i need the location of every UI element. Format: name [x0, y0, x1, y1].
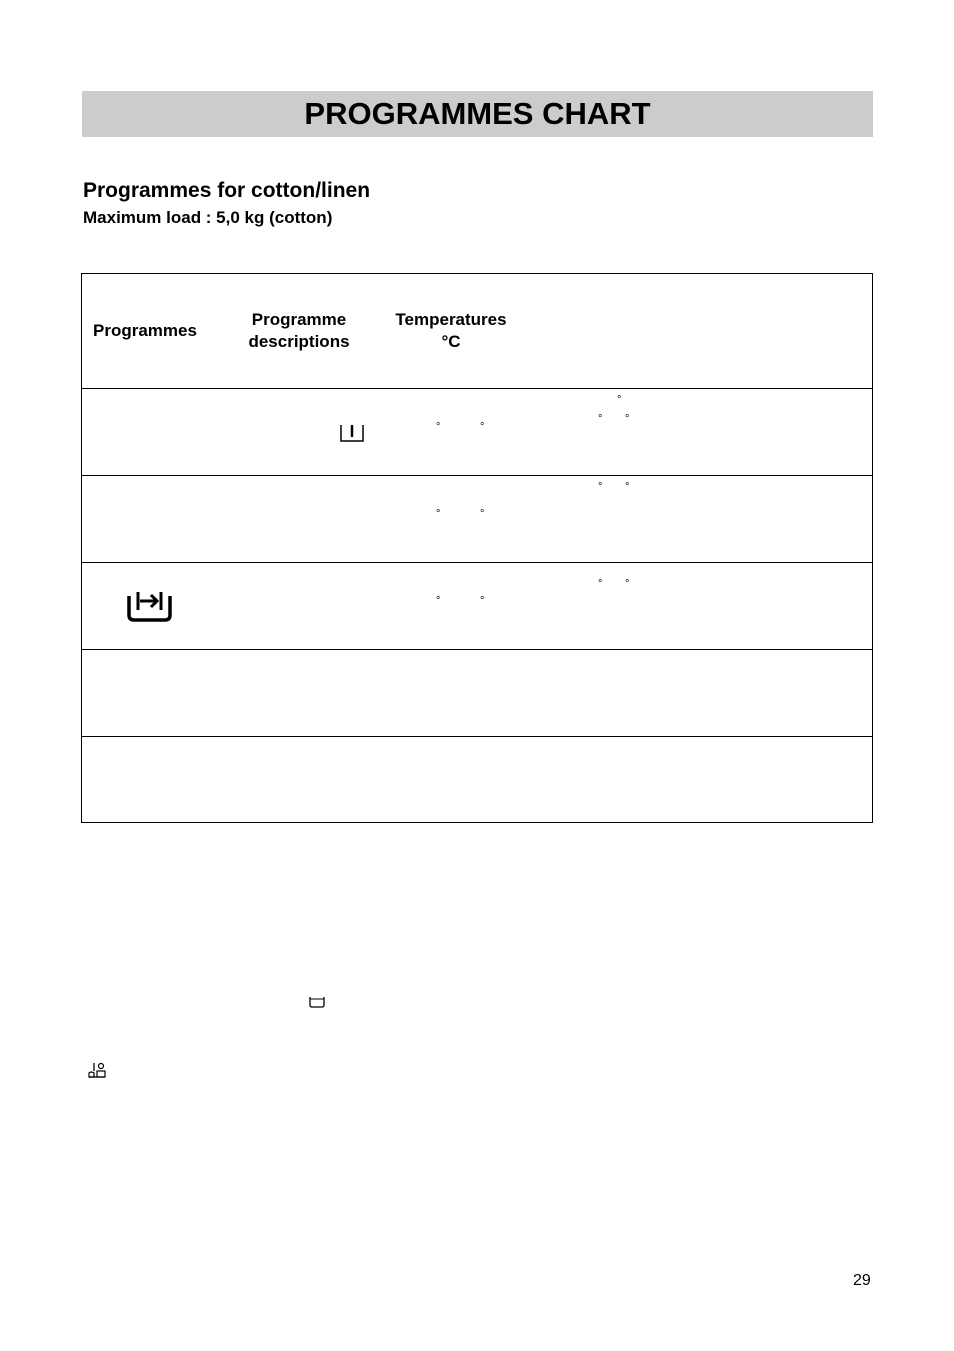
degree-mark: ° — [625, 481, 630, 493]
table-row — [82, 388, 872, 475]
tub-icon — [308, 995, 326, 1009]
header-temperatures — [391, 309, 511, 353]
degree-mark: ° — [480, 595, 485, 607]
degree-mark: ° — [480, 421, 485, 433]
table-row — [82, 736, 872, 822]
header-programmes: Programmes — [93, 321, 197, 340]
header-descriptions — [242, 309, 356, 353]
degree-mark: ° — [598, 413, 603, 425]
programmes-table — [81, 273, 873, 823]
table-row — [82, 475, 872, 562]
degree-mark: ° — [480, 508, 485, 520]
page-title: PROGRAMMES CHART — [304, 96, 651, 131]
care-symbol-icon — [88, 1061, 108, 1079]
degree-mark: ° — [625, 578, 630, 590]
degree-mark: ° — [436, 421, 441, 433]
degree-mark: ° — [436, 595, 441, 607]
prewash-tub-icon — [339, 419, 365, 445]
header-descriptions-line2: descriptions — [248, 332, 350, 351]
table-row — [82, 649, 872, 736]
degree-mark: ° — [436, 508, 441, 520]
tub-arrow-icon — [126, 588, 174, 624]
page-number: 29 — [853, 1272, 871, 1289]
max-load-text: Maximum load : 5,0 kg (cotton) — [83, 208, 333, 227]
section-title: Programmes for cotton/linen — [83, 179, 371, 202]
degree-mark: ° — [598, 578, 603, 590]
degree-mark: ° — [625, 413, 630, 425]
degree-mark: ° — [617, 394, 622, 406]
table-row — [82, 562, 872, 649]
header-temperatures-line2: °C — [441, 332, 461, 351]
header-descriptions-line1: Programme — [251, 310, 347, 329]
degree-mark: ° — [598, 481, 603, 493]
title-bar — [82, 91, 873, 137]
header-temperatures-line1: Temperatures — [395, 310, 507, 329]
